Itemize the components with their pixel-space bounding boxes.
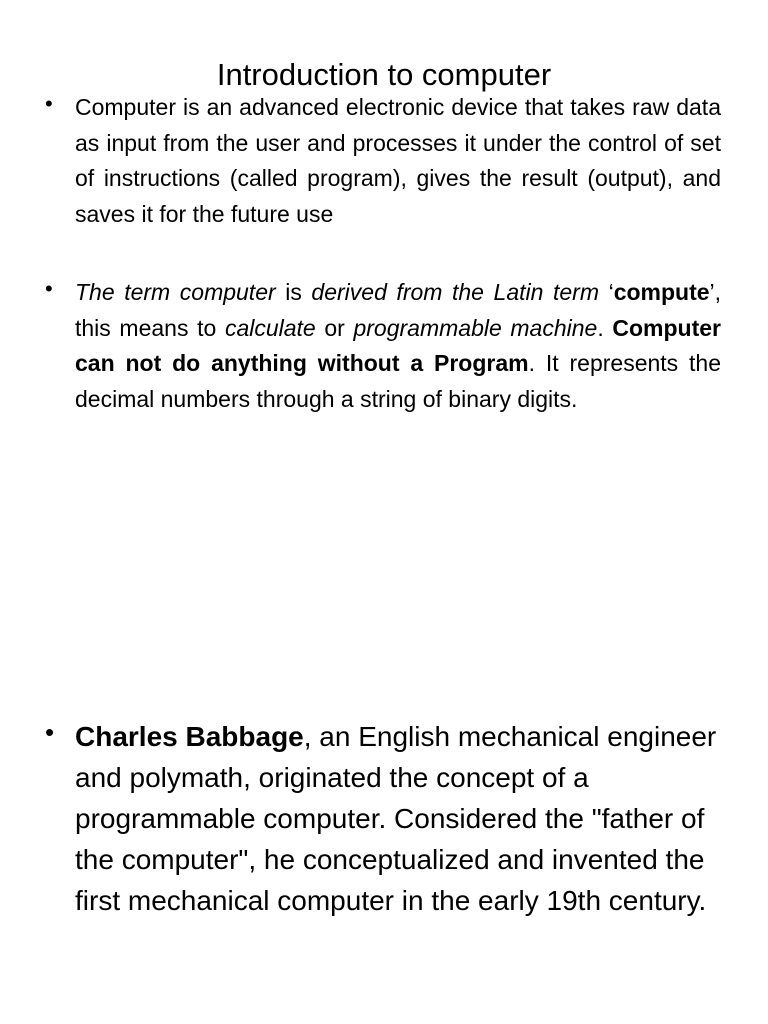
bullet-icon: • (45, 276, 53, 301)
bullet-text (75, 275, 721, 418)
italic-phrase-term-computer: The term computer (75, 279, 276, 305)
bullet-text (75, 716, 721, 921)
bullet-item-computer-definition (45, 90, 721, 233)
text-segment: or (315, 314, 354, 341)
text-segment: ’, this means to (75, 279, 722, 341)
italic-phrase-programmable-machine: programmable machine (353, 314, 598, 341)
page-title: Introduction to computer (216, 56, 552, 92)
bullet-item-charles-babbage (45, 716, 721, 921)
text-segment: is (275, 279, 312, 305)
text-segment: , an English mechanical engineer and polymath, originated the concept of a programmable computer. Considered the "father of the computer", he conceptualized and invented the first mechanical computer in the early 19th century. (75, 721, 717, 916)
italic-word-calculate: calculate (224, 314, 316, 341)
bullet-icon: • (45, 91, 53, 116)
bold-name-charles-babbage: Charles Babbage (75, 721, 304, 752)
text-segment: . (597, 314, 613, 341)
bullet-text: Computer is an advanced electronic device that takes raw data as input from the user and processes it under the control of set of instructions (called program), gives the result (output), and saves it for the future use (75, 94, 721, 228)
bullet-item-term-origin (45, 275, 722, 418)
bold-word-compute: compute (613, 279, 710, 305)
bullet-icon: • (45, 717, 55, 747)
bold-phrase-program: Computer can not do anything without a Program (75, 314, 722, 377)
text-segment: . It represents the decimal numbers through a string of binary digits. (75, 350, 722, 413)
italic-phrase-latin-term: derived from the Latin term (311, 279, 599, 305)
text-segment: ‘ (599, 279, 614, 305)
